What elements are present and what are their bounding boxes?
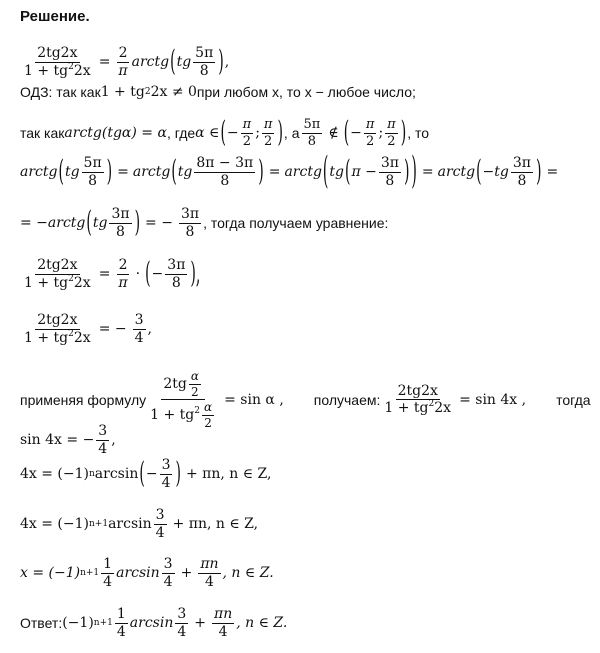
lhs-num: 2tg2x (37, 45, 78, 61)
l3-d1: 2 (242, 133, 252, 149)
l5-mid: = − (145, 215, 173, 232)
l10-arc: arcsin (94, 466, 139, 483)
l6-num: 2tg2x (37, 257, 78, 273)
l7-tail: , (147, 321, 152, 338)
odz-expr-b: 2x ≠ 0 (150, 84, 197, 100)
odz-expr-a: 1 + tg (100, 84, 145, 100)
l13-pd: 4 (218, 623, 228, 640)
l5-d2: 8 (185, 223, 195, 240)
l6-tail: ), (190, 257, 201, 291)
l7-den-a: 1 + tg (24, 329, 69, 346)
pi-2 (262, 118, 275, 148)
l5-frac2 (179, 207, 201, 239)
neg-arctg: = −arctg (20, 215, 86, 232)
l3-m2: α ∈ (195, 125, 220, 142)
l8-sq2: 2 (428, 399, 435, 410)
formula-line (20, 370, 591, 429)
solution-step-1: 4x = (−1) n arcsin ( − $\frac{3}{4}$ ) + πn, n ∈ Z, (20, 457, 272, 491)
l12-arc: arcsin (116, 565, 160, 582)
l5-tail: , тогда получаем уравнение: (203, 215, 389, 232)
l3-fd: 8 (307, 133, 317, 149)
l13-qd: 4 (116, 623, 126, 640)
l3-n2: π (263, 117, 273, 132)
odz-line: ОДЗ: так как 1 + tg 2 2x ≠ 0 при любом x, то x − любое число; (20, 84, 416, 100)
l9-tail: , (111, 432, 116, 449)
arctg-2: arctg (132, 164, 171, 181)
c-d: 8 (385, 172, 395, 189)
lhs-den-b: 2x (73, 62, 91, 79)
c-n: 3π (380, 155, 399, 171)
odz-label: ОДЗ: так как (20, 84, 101, 100)
transform-result: = −arctg ( tg $\frac{3\pi}{8}$ ) = − $\frac{3\pi}{8}$ , тогда получаем уравнение: (20, 206, 389, 240)
l3-n1b: π (365, 117, 375, 132)
l6-den-a: 1 + tg (24, 274, 69, 291)
pi: π (118, 62, 128, 79)
solution-step-2: 4x = (−1) n+1 arcsin $\frac{3}{4}$ + πn, n ∈ Z, (20, 507, 259, 541)
l8-num (161, 370, 205, 400)
l6-two-pi (116, 258, 129, 290)
solution-heading: Решение. (20, 8, 90, 25)
neg-pi-2b (364, 118, 377, 148)
l7-n: 3 (134, 312, 144, 328)
l10-lhs: 4x = (−1) (20, 466, 89, 483)
l3-n1: π (242, 117, 252, 132)
l10-frac (160, 458, 173, 490)
l12-frac (162, 557, 175, 589)
tg-2: tg (177, 164, 193, 181)
l13-tail: , n ∈ Z. (236, 615, 288, 632)
l8-rhs: = sin α , (224, 391, 284, 408)
l5-n2: 3π (180, 206, 200, 222)
frac-a (82, 156, 104, 188)
neg-tg: −tg (482, 164, 509, 181)
l12-pd: 4 (204, 573, 214, 590)
l3-m1: arctg(tgα) = α (64, 125, 167, 142)
l9-d: 4 (98, 440, 108, 457)
l7-lhs (22, 313, 93, 345)
l12-n: 3 (163, 556, 173, 572)
l13-qn: 1 (116, 606, 126, 622)
l3-n2b: π (387, 117, 396, 132)
l11-arc: arcsin (108, 516, 152, 533)
equation-simplified: $\frac{2tg2x}{1 + tg^22x}$ = − $\frac{3}{4}$ , (24, 312, 152, 346)
l13-pn (212, 607, 234, 639)
lhs-den-a: 1 + tg (24, 62, 69, 79)
sin-equation (20, 424, 116, 456)
l5-d: 8 (116, 223, 125, 240)
l5-tg: tg (92, 215, 108, 232)
l13-pn-num: πn (214, 606, 233, 622)
l10-tail: + πn, n ∈ Z, (185, 466, 272, 483)
l8-t3: тогда (556, 391, 591, 408)
l11-n: 3 (155, 507, 165, 523)
l8-t2: получаем: (313, 391, 381, 408)
l11-tail: + πn, n ∈ Z, (172, 516, 259, 533)
l8-formula (148, 370, 218, 429)
tg-3: tg (329, 164, 344, 181)
l8-den2 (382, 400, 453, 416)
l7-d: 4 (134, 329, 144, 346)
l13-arc: arcsin (129, 615, 174, 632)
l6-pi: π (118, 274, 128, 291)
solution-x: x = (−1) n+1 $\frac{1}{4}$ arcsin $\frac{3}{4}$ + $\frac{\pi n}{4}$ , n ∈ Z. (20, 556, 274, 590)
l12-pn-num: πn (200, 556, 219, 572)
l11-frac (154, 508, 167, 540)
l12-quarter (101, 557, 114, 589)
arctg-property-line: так как arctg(tgα) = α , где α ∈ ( − $\frac{\pi}{2}$ ; $\frac{\pi}{2}$ ) , а $\frac{5\pi}{8}$ ∉ ( − $\frac{\pi}{2}$ ; $\frac{\pi}{2}$ ) , то (20, 116, 430, 150)
fn: 5π (195, 45, 214, 61)
l8-den (148, 400, 218, 429)
l3-fn: 5π (303, 117, 321, 132)
l6-frac (165, 258, 187, 290)
l8-t1: применяя формулу (20, 391, 147, 408)
l8-alpha-2 (189, 370, 201, 398)
b-d: 8 (220, 172, 230, 189)
l5-frac (109, 207, 131, 239)
l7-sq: 2 (68, 328, 74, 339)
frac-d (511, 156, 533, 188)
l8-num-a: 2tg (163, 376, 187, 393)
l9-frac (96, 424, 109, 456)
frac-b (194, 156, 255, 188)
frac-c (379, 156, 401, 188)
l6-den-b: 2x (73, 274, 91, 291)
l6-sq: 2 (68, 273, 74, 284)
pi-2b (385, 118, 398, 148)
fd: 8 (199, 62, 209, 79)
l3-t4: , то (407, 125, 430, 142)
l8-alpha-2b (202, 401, 214, 429)
l6-n: 3π (167, 257, 186, 273)
l12-qd: 4 (103, 573, 113, 590)
l13-lhs: (−1) (62, 615, 94, 632)
l8-ad2: 2 (204, 415, 212, 430)
b-n: 8π − 3π (196, 155, 254, 171)
transform-chain: arctg ( tg $\frac{5\pi}{8}$ ) = arctg ( tg $\frac{8\pi - 3\pi}{8}$ ) = arctg ( tg ( π − $\frac{3\pi}{8}$ ) ) = arctg ( −tg $\frac{3\pi}{8}$ ) = (20, 150, 559, 194)
l3-t3: , а (283, 125, 300, 142)
arctg-1: arctg (20, 164, 58, 181)
l3-t2: , где (166, 125, 196, 142)
a-n: 5π (83, 155, 102, 171)
two: 2 (118, 45, 128, 61)
l6-dot: · (135, 266, 141, 283)
d-n: 3π (512, 155, 531, 171)
l3-d1b: 2 (366, 133, 375, 149)
equation-main: $\frac{2tg2x}{1 + tg^22x}$ = $\frac{2}{\pi}$ arctg ( tg $\frac{5\pi}{8}$ ) , (24, 45, 230, 79)
five-pi-8 (302, 118, 323, 148)
l7-num: 2tg2x (37, 312, 78, 328)
answer-line: Ответ: (−1) n+1 $\frac{1}{4}$ arcsin $\frac{3}{4}$ + $\frac{\pi n}{4}$ , n ∈ Z. (20, 606, 288, 640)
lhs-den (22, 63, 93, 79)
a-d: 8 (88, 172, 98, 189)
l13-d: 4 (177, 623, 187, 640)
l7-den-b: 2x (73, 329, 91, 346)
l3-d2b: 2 (387, 133, 396, 149)
l9-n: 3 (98, 423, 108, 439)
l11-d: 4 (155, 524, 165, 541)
l13-n: 3 (177, 606, 187, 622)
not-in: ∉ (328, 125, 339, 142)
arctg-3: arctg (284, 164, 322, 181)
l8-ad: 2 (191, 384, 199, 399)
l9-lhs: sin 4x = − (20, 432, 95, 449)
lhs-fraction (22, 46, 93, 78)
l10-n: 3 (161, 457, 171, 473)
l12-pn (198, 557, 220, 589)
l12-qn: 1 (103, 556, 113, 572)
l7-frac (133, 313, 146, 345)
l10-d: 4 (161, 474, 171, 491)
tg-1: tg (64, 164, 80, 181)
equation-substituted: $\frac{2tg2x}{1 + tg^22x}$ = $\frac{2}{\pi}$ · ( − $\frac{3\pi}{8}$ ), (24, 257, 201, 291)
l6-lhs (22, 258, 93, 290)
odz-rest: при любом x, то x − любое число; (196, 84, 416, 100)
l5-n: 3π (111, 206, 130, 222)
tg: tg (176, 54, 192, 71)
l11-lhs: 4x = (−1) (20, 516, 89, 533)
l3-t1: так как (20, 125, 65, 142)
l12-tail: , n ∈ Z. (222, 565, 274, 582)
l8-tg2: 2tg2x (397, 382, 438, 399)
l8-den-a: 1 + tg (150, 407, 195, 424)
arctg: arctg (131, 54, 170, 71)
l1-tail: , (224, 54, 230, 71)
l8-den2-b: 2x (434, 400, 452, 417)
neg-pi-2 (241, 118, 254, 148)
l3-d2: 2 (264, 133, 273, 149)
two-over-pi (116, 46, 129, 78)
pi-minus: π − (351, 164, 377, 181)
l13-frac (175, 607, 188, 639)
l12-d: 4 (163, 573, 173, 590)
l12-lhs: x = (−1) (20, 565, 81, 582)
l8-den2-a: 1 + tg (384, 400, 429, 417)
l6-d: 8 (171, 274, 181, 291)
d-d: 8 (517, 172, 527, 189)
l6-den (22, 275, 93, 291)
l8-sq: 2 (194, 406, 200, 417)
answer-label: Ответ: (20, 615, 63, 632)
five-pi-over-8 (193, 46, 215, 78)
arctg-4: arctg (437, 164, 476, 181)
l8-frac2 (382, 384, 453, 416)
lhs-den-sq: 2 (68, 61, 74, 72)
l8-rhs2: = sin 4x , (459, 391, 527, 408)
l13-quarter (115, 607, 128, 639)
l6-two: 2 (118, 257, 128, 273)
l7-den (22, 330, 93, 346)
l8-an: α (190, 369, 199, 383)
l8-an2: α (204, 400, 213, 415)
